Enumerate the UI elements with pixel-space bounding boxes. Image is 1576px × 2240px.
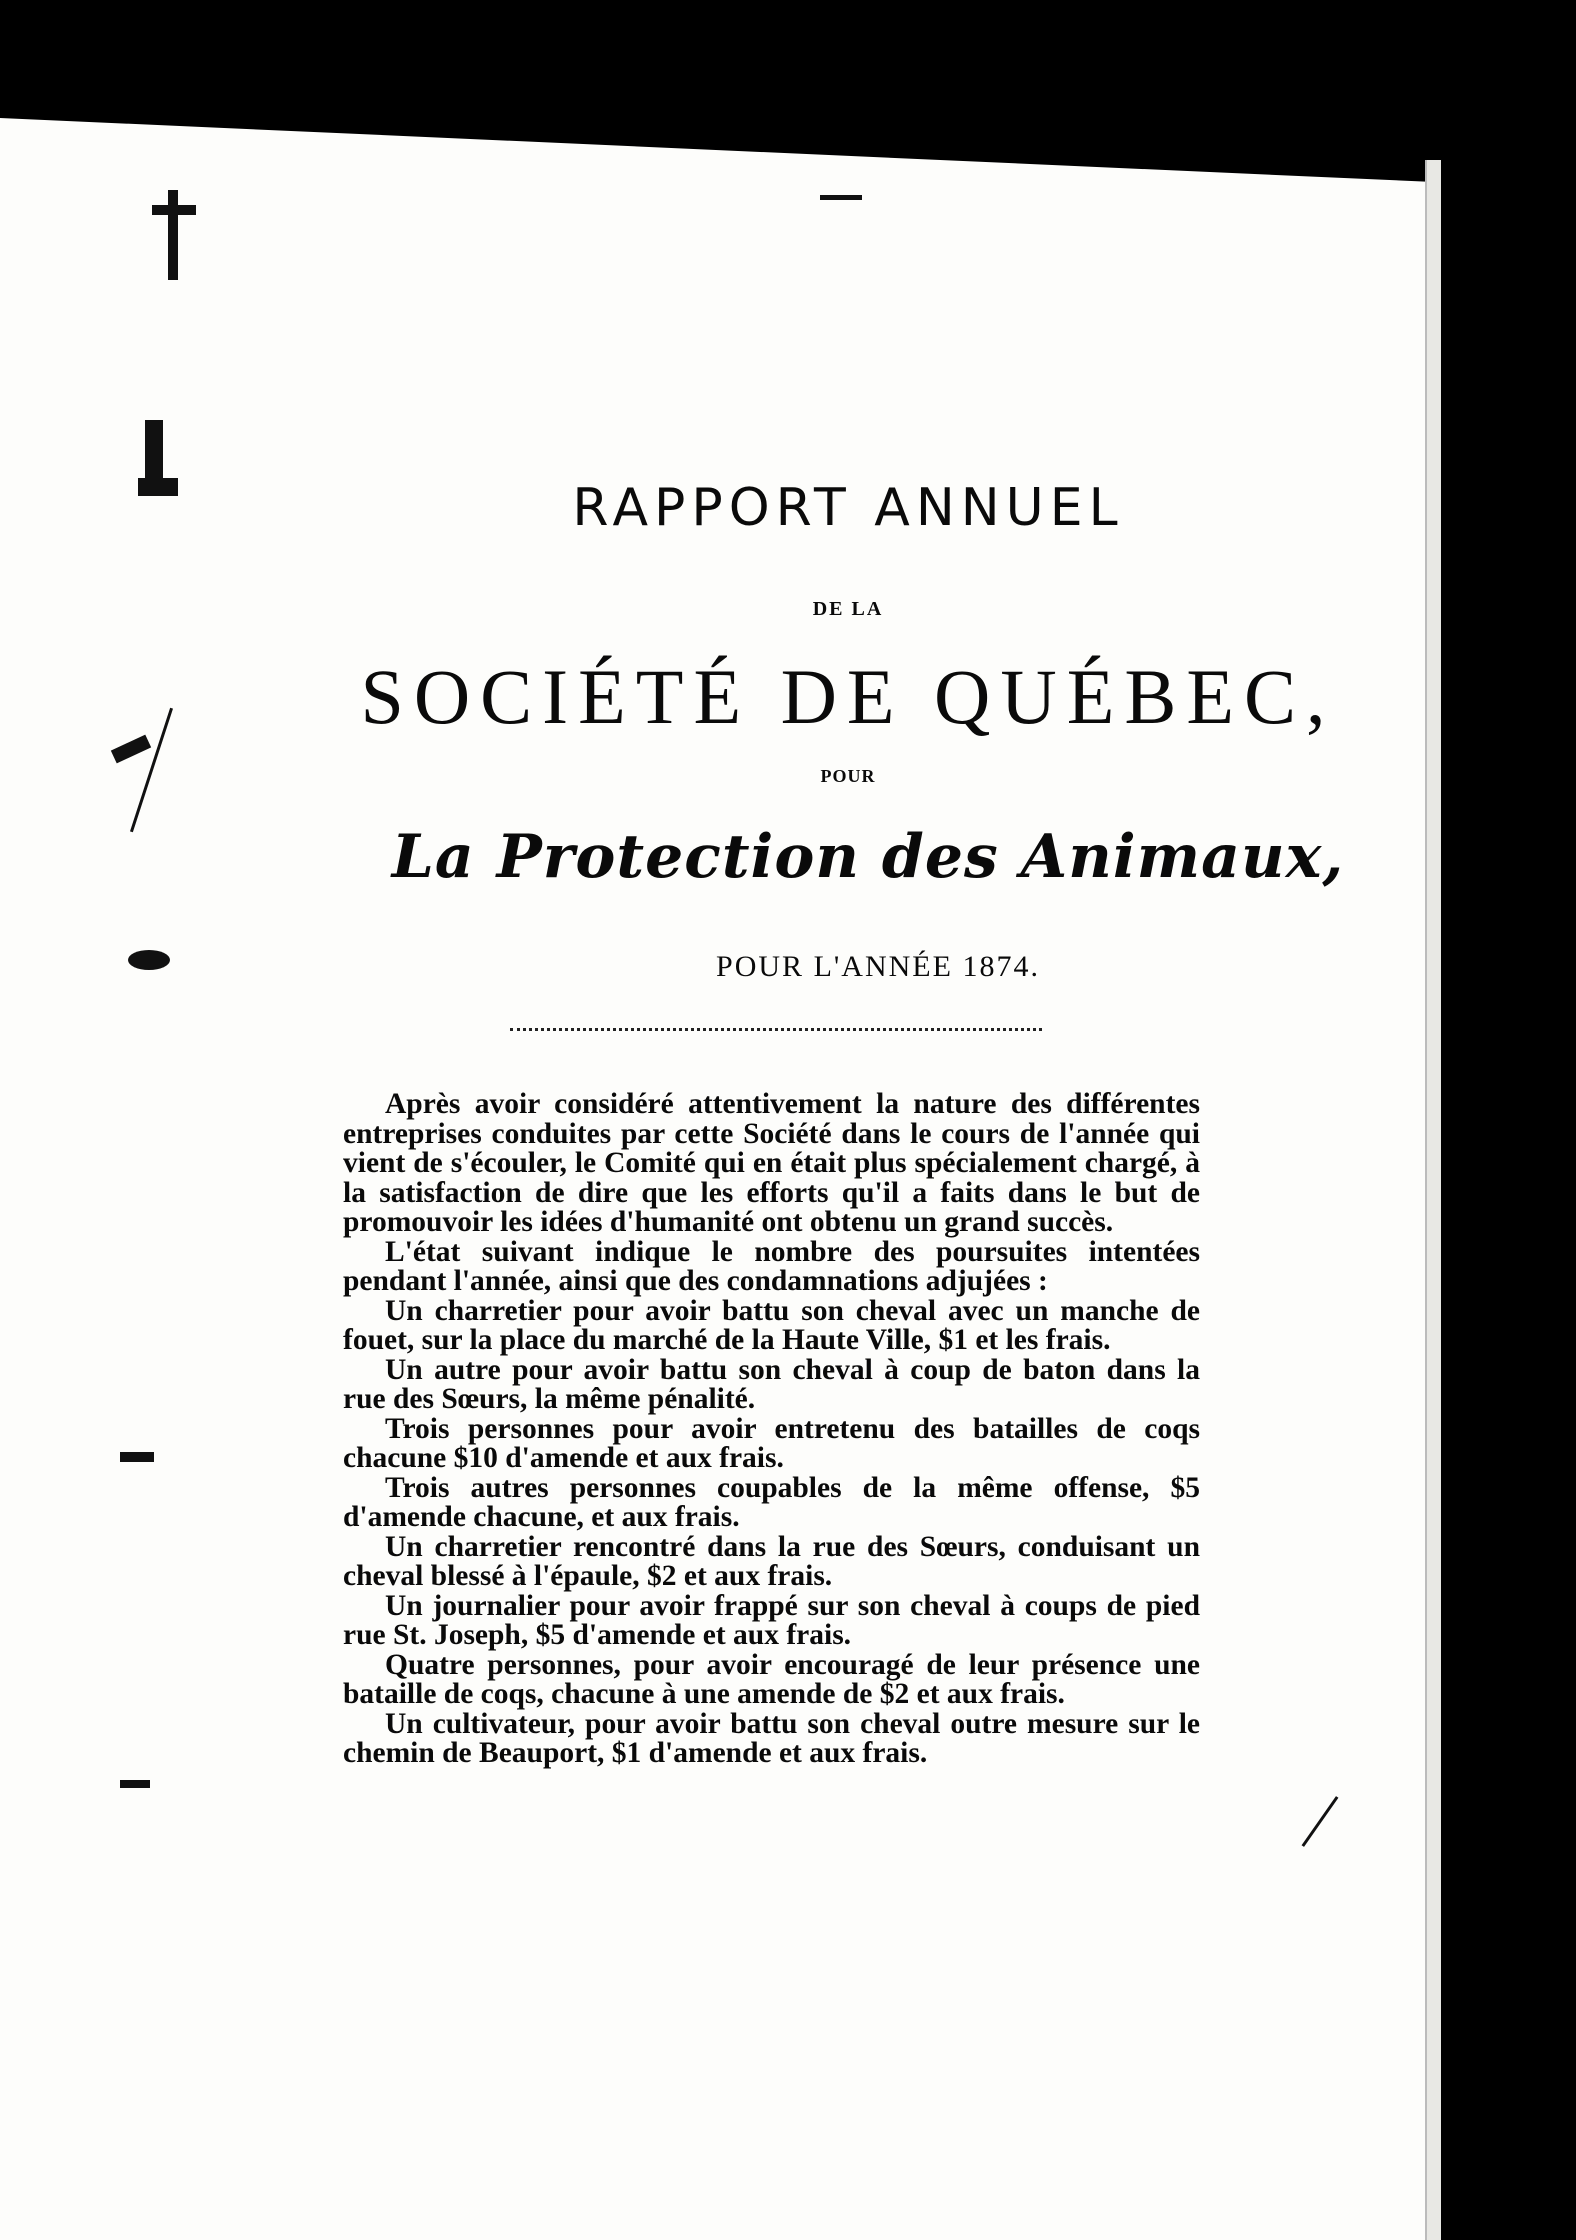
title-connector: DE LA [812,598,884,620]
paragraph-case: Un charretier pour avoir battu son cheval avec un manche de fouet, sur la place du marché de la Haute Ville, $1 et les frais. [343,1294,1200,1356]
report-body [343,1090,1200,1769]
paragraph-intro: Après avoir considéré attentivement la nature des différentes entreprises conduites par cette Société dans le cours de l'année qui vient de s'écouler, le Comité qui en était plus spécialement chargé, à la satisfaction de dire que les efforts qu'il a faits dans le but de promouvoir les idées d'humanité ont obtenu un grand succès. [343,1088,1200,1238]
society-purpose: La Protection des Animaux, [391,822,1345,892]
paragraph-statement: L'état suivant indique le nombre des poursuites intentées pendant l'année, ainsi que des condamnations adjujées : [343,1235,1200,1297]
report-title: RAPPORT ANNUEL [572,478,1124,538]
paragraph-case: Trois autres personnes coupables de la même offense, $5 d'amende chacune, et aux frais. [343,1471,1200,1533]
paragraph-case: Un cultivateur, pour avoir battu son cheval outre mesure sur le chemin de Beauport, $1 d'amende et aux frais. [343,1707,1200,1769]
paragraph-case: Un journalier pour avoir frappé sur son cheval à coups de pied rue St. Joseph, $5 d'amende et aux frais. [343,1589,1200,1651]
paragraph-case: Un charretier rencontré dans la rue des Sœurs, conduisant un cheval blessé à l'épaule, $2 et aux frais. [343,1530,1200,1592]
paragraph-case: Trois personnes pour avoir entretenu des batailles de coqs chacune $10 d'amende et aux frais. [343,1412,1200,1474]
paragraph-case: Quatre personnes, pour avoir encouragé de leur présence une bataille de coqs, chacune à une amende de $2 et aux frais. [343,1648,1200,1710]
report-year: POUR L'ANNÉE 1874. [716,950,1040,983]
society-name: SOCIÉTÉ DE QUÉBEC, [360,653,1336,740]
paragraph-case: Un autre pour avoir battu son cheval à coup de baton dans la rue des Sœurs, la même pénalité. [343,1353,1200,1415]
dotted-rule [510,1028,1042,1035]
title-connector-pour: POUR [820,766,876,786]
